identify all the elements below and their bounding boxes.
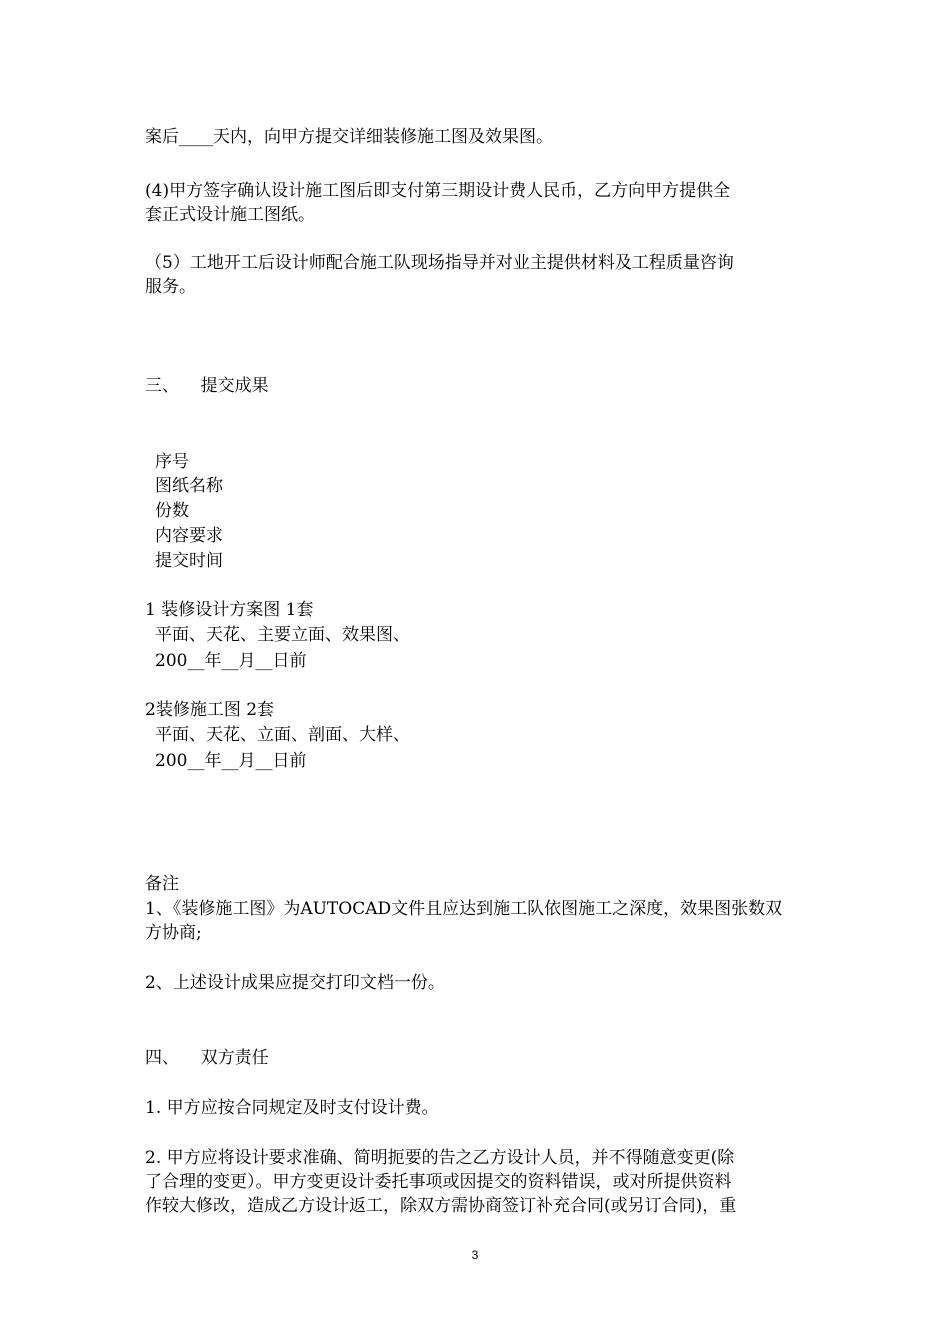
table-row-2-date: 200__年__月__日前 — [155, 751, 307, 771]
note-1-line-2: 方协商; — [145, 923, 202, 943]
section-4-item-2-line-1: 2. 甲方应将设计要求准确、简明扼要的告之乙方设计人员，并不得随意变更(除 — [145, 1148, 735, 1168]
table-row-2-title: 2装修施工图 2套 — [145, 700, 275, 720]
table-header-drawing-name: 图纸名称 — [155, 476, 223, 496]
notes-label: 备注 — [145, 874, 179, 894]
table-row-2-content: 平面、天花、立面、剖面、大样、 — [155, 725, 410, 745]
table-header-submit-time: 提交时间 — [155, 551, 223, 571]
note-2: 2、上述设计成果应提交打印文档一份。 — [145, 973, 445, 993]
paragraph-4-line-1: (4)甲方签字确认设计施工图后即支付第三期设计费人民币，乙方向甲方提供全 — [145, 181, 731, 201]
table-header-copies: 份数 — [155, 501, 189, 521]
section-4-item-2-line-2: 了合理的变更）。甲方变更设计委托事项或因提交的资料错误，或对所提供资料 — [145, 1172, 732, 1192]
paragraph-5-line-1: （5）工地开工后设计师配合施工队现场指导并对业主提供材料及工程质量咨询 — [145, 253, 734, 273]
table-row-1-content: 平面、天花、主要立面、效果图、 — [155, 625, 410, 645]
note-1-line-1: 1、《装修施工图》为AUTOCAD文件且应达到施工队依图施工之深度，效果图张数双 — [145, 899, 783, 919]
table-header-number: 序号 — [155, 452, 189, 472]
table-row-1-date: 200__年__月__日前 — [155, 651, 307, 671]
section-4-item-1: 1. 甲方应按合同规定及时支付设计费。 — [145, 1098, 439, 1118]
section-3-heading: 三、 提交成果 — [145, 376, 269, 396]
section-4-heading: 四、 双方责任 — [145, 1048, 269, 1068]
table-header-content: 内容要求 — [155, 526, 223, 546]
section-4-item-2-line-3: 作较大修改，造成乙方设计返工，除双方需协商签订补充合同(或另订合同)，重 — [145, 1196, 737, 1216]
paragraph-5-line-2: 服务。 — [145, 277, 196, 297]
table-row-1-title: 1 装修设计方案图 1套 — [145, 600, 314, 620]
page-number: 3 — [471, 1248, 479, 1262]
paragraph-4-line-2: 套正式设计施工图纸。 — [145, 205, 315, 225]
paragraph-continuation: 案后____天内，向甲方提交详细装修施工图及效果图。 — [145, 127, 553, 147]
